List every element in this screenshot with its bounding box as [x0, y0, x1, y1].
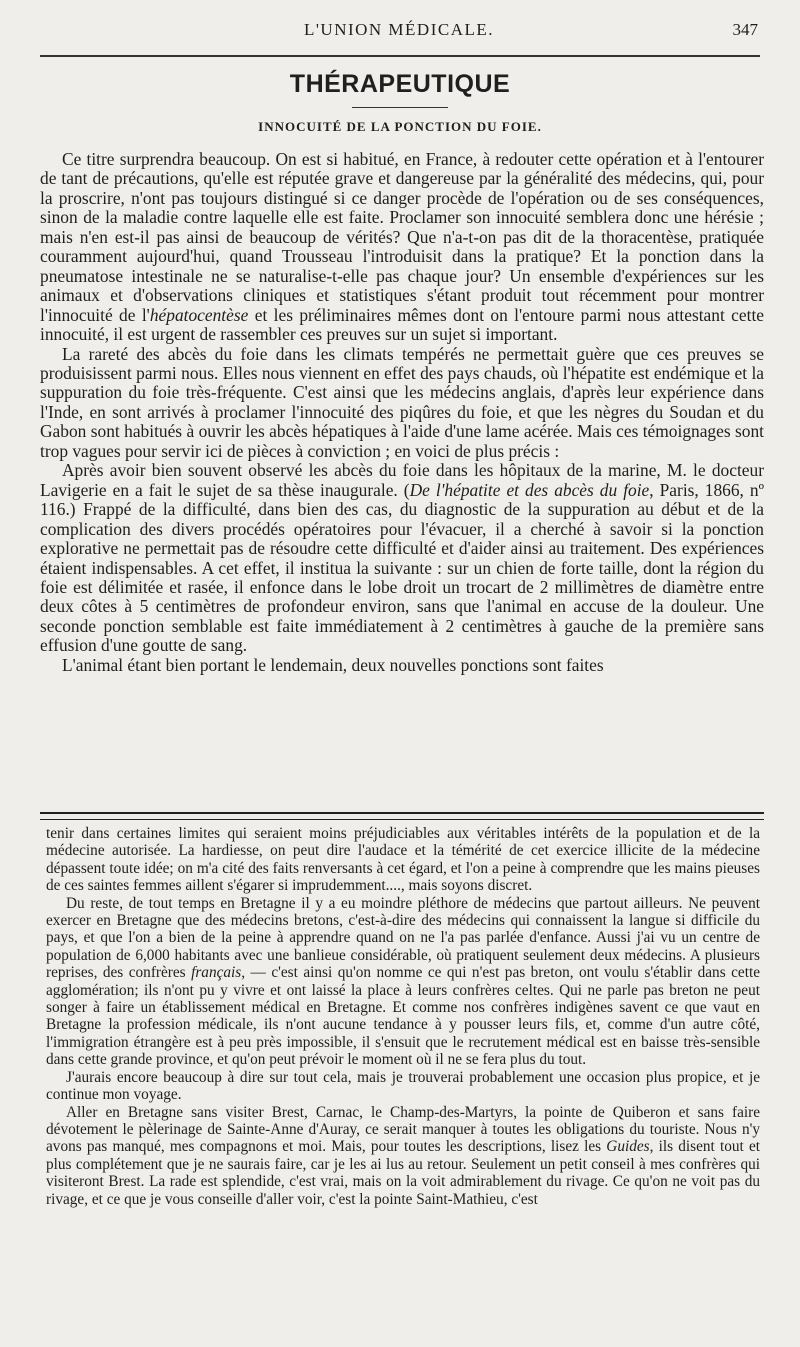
article-body — [40, 150, 764, 675]
running-head — [34, 20, 764, 44]
header-rule — [40, 55, 760, 57]
feuilleton-paragraph: J'aurais encore beaucoup à dire sur tout cela, mais je trouverai probablement une occasion plus propice, et je continue mon voyage. — [46, 1068, 760, 1104]
feuilleton-body — [46, 825, 760, 1208]
article-paragraph: La rareté des abcès du foie dans les climats tempérés ne permettait guère que ces preuves se produisissent parmi nous. Elles nous viennent en effet des pays chauds, où l'hépatite est endémique et la suppuration du foie très-fréquente. C'est ainsi que les médecins anglais, d'après leur expérience dans l'Inde, en sont arrivés à proclamer l'innocuité des piqûres du foie, et que les nègres du Soudan et du Gabon sont habitués à ouvrir les abcès hépatiques à l'aide d'une lame acérée. Mais ces témoignages sont trop vagues pour servir ici de pièces à conviction ; en voici de plus précis : — [40, 343, 764, 461]
page-number: 347 — [732, 20, 758, 39]
article-title: INNOCUITÉ DE LA PONCTION DU FOIE. — [258, 119, 542, 134]
feuilleton-paragraph: Aller en Bretagne sans visiter Brest, Carnac, le Champ-des-Martyrs, la pointe de Quiberon et sans faire dévotement le pèlerinage de Sainte-Anne d'Auray, ce serait manquer à toutes les obligations du touriste. Nous n'y avons pas manqué, mes compagnons et moi. Mais, pour toutes les descriptions, lisez les Guides, ils disent tout et plus complétement que je ne saurais faire, car je les ai lus au retour. Seulement un petit conseil à mes confrères qui visiteront Brest. La rade est splendide, c'est vrai, mais on la voit admirablement du rivage. Ce qu'on ne voit pas du rivage, et ce que je vous conseille d'aller voir, c'est la pointe Saint-Mathieu, c'est — [46, 1103, 761, 1208]
feuilleton-divider — [40, 812, 764, 820]
feuilleton-paragraph: tenir dans certaines limites qui seraient moins préjudiciables aux véritables intérêts de la population et de la médecine autorisée. La hardiesse, on peut dire l'audace et la témérité de cet exercice illicite de la médecine dépassent toute idée; on m'a cité des faits renversants à cet égard, et l'on a peine à comprendre que les mains pieuses de ces saintes femmes aillent s'égarer si imprudemment...., mais soyons discret. — [46, 825, 760, 895]
section-title: THÉRAPEUTIQUE — [289, 70, 511, 98]
running-title: L'UNION MÉDICALE. — [303, 20, 495, 39]
article-paragraph: Après avoir bien souvent observé les abcès du foie dans les hôpitaux de la marine, M. le docteur Lavigerie en a fait le sujet de sa thèse inaugurale. (De l'hépatite et des abcès du foie, Paris, 1866, nº 116.) Frappé de la difficulté, dans bien des cas, du diagnostic de la suppuration au début et de la complication des divers procédés opératoires pour l'évacuer, il a cherché à savoir si la ponction explorative ne permettait pas de résoudre cette difficulté et d'aider ainsi au traitement. Des expériences étaient indispensables. A cet effet, il institua la suivante : sur un chien de forte taille, dont la région du foie est délimitée et rasée, il enfonce dans le lobe droit un trocart de 2 millimètres de diamètre entre deux côtes à 5 centimètres de profondeur environ, sans que l'animal en accuse de la douleur. Une seconde ponction semblable est faite immédiatement à 2 centimètres à gauche de la première sans effusion d'une goutte de sang. — [40, 460, 764, 656]
title-rule — [352, 107, 448, 108]
article-paragraph: Ce titre surprendra beaucoup. On est si habitué, en France, à redouter cette opération et à l'entourer de tant de précautions, qu'elle est réputée grave et dangereuse par la généralité des médecins, qui, pour la proscrire, n'ont pas toujours distingué si ce danger procède de l'opération ou de ses conséquences, sinon de la maladie contre laquelle elle est faite. Proclamer son innocuité semblera donc une hérésie ; mais n'en est-il pas ainsi de beaucoup de vérités? Que n'a-t-on pas dit de la thoracentèse, pratiquée couramment aujourd'hui, quand Trousseau l'introduisit dans la pratique? Et la ponction dans la pneumatose intestinale ne se naturalise-t-elle pas chaque jour? Un ensemble d'expériences sur les animaux et d'observations cliniques et statistiques s'étant produit tout récemment pour montrer l'innocuité de l'hépatocentèse et les préliminaires mêmes dont on l'entoure parmi nous attestant cette innocuité, il est urgent de rassembler ces preuves sur un sujet si important. — [40, 149, 764, 345]
article-paragraph: L'animal étant bien portant le lendemain, deux nouvelles ponctions sont faites — [62, 654, 604, 675]
feuilleton-paragraph: Du reste, de tout temps en Bretagne il y a eu moindre pléthore de médecins que partout ailleurs. Ne peuvent exercer en Bretagne que des médecins bretons, c'est-à-dire des médecins qui connaissent la langue si difficile du pays, et que l'on a bien de la peine à apprendre quand on ne l'a pas parlée d'enfance. Aussi j'ai vu un centre de population de 6,000 habitants avec une banlieue considérable, où pratiquent seulement deux médecins. A plusieurs reprises, des confrères français, — c'est ainsi qu'on nomme ce qui n'est pas breton, ont voulu s'établir dans cette agglomération; ils n'ont pu y vivre et ont laissé la place à leurs confrères celtes. Qui ne parle pas breton ne peut songer à faire un établissement médical en Bretagne. Et comme nos confrères indigènes savent ce que vaut en Bretagne la profession médicale, ils n'ont aucune tendance à y pousser leurs fils, et, comme d'un autre côté, l'immigration étrangère est à peu près impossible, il s'ensuit que le recrutement médical est en baisse très-sensible dans cette grande province, et qu'on peut prévoir le moment où il ne se fera plus du tout. — [46, 894, 760, 1069]
